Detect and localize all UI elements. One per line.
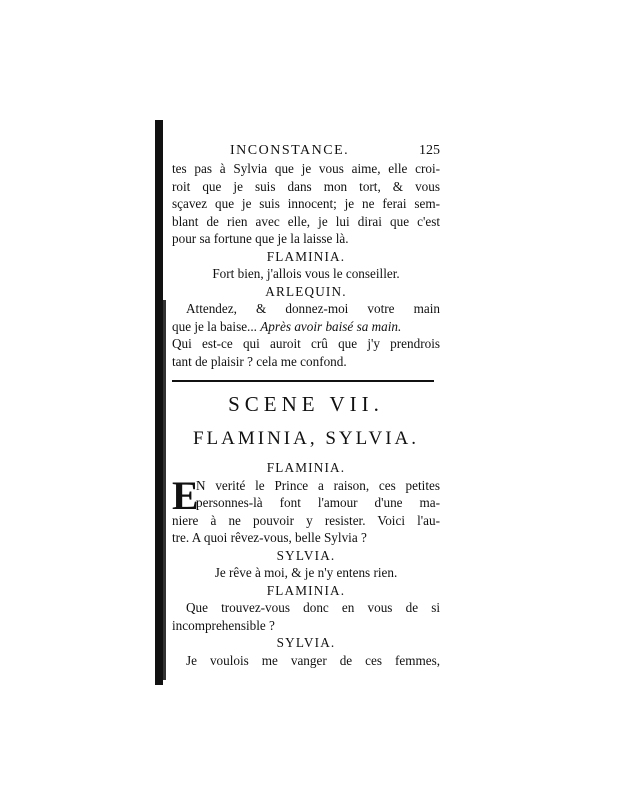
text-line: Je voulois me vanger de ces femmes, <box>186 652 440 668</box>
text-line: tes pas à Sylvia que je vous aime, elle croi- <box>172 161 440 176</box>
speaker-name: FLAMINIA. <box>266 248 346 264</box>
stage-direction: Après avoir baisé sa main. <box>260 318 402 334</box>
speaker-name: FLAMINIA. <box>266 582 346 598</box>
text-line: incomprehensible ? <box>172 617 275 633</box>
running-title: INCONSTANCE. <box>230 143 350 158</box>
speaker-name: FLAMINIA. <box>266 460 346 475</box>
text-line: tre. A quoi rêvez-vous, belle Sylvia ? <box>172 530 367 545</box>
drop-cap: E <box>172 472 199 518</box>
text-line: N verité le Prince a raison, ces petites <box>196 477 440 493</box>
paragraph <box>172 472 440 547</box>
text-line: blant de rien avec elle, je lui dirai que c'est <box>172 213 440 229</box>
page-number: 125 <box>419 143 440 158</box>
text-line: Attendez, & donnez-moi votre main <box>186 301 440 316</box>
text-line: pour sa fortune que je la laisse là. <box>172 231 349 246</box>
text-line: tant de plaisir ? cela me confond. <box>172 353 347 369</box>
book-page <box>172 140 440 669</box>
speaker-name: ARLEQUIN. <box>265 283 347 299</box>
text-line: Qui est-ce qui auroit crû que j'y prendrois <box>172 336 440 351</box>
scene-title: SCENE VII. <box>228 392 384 416</box>
speaker-name: SYLVIA. <box>276 547 336 563</box>
section-divider <box>172 380 434 382</box>
text-line: niere à ne pouvoir y resister. Voici l'au- <box>172 512 440 528</box>
speaker-name: SYLVIA. <box>276 635 336 650</box>
text-line <box>172 318 440 336</box>
text-line: roit que je suis dans mon tort, & vous <box>172 178 440 194</box>
text-line: Fort bien, j'allois vous le conseiller. <box>212 266 400 281</box>
text-fragment: que je la baise... <box>172 318 257 334</box>
page-binding-shadow <box>155 120 163 685</box>
page-binding-shadow-inner <box>163 300 166 680</box>
text-line: personnes-là font l'amour d'une ma- <box>196 495 440 510</box>
scene-characters: FLAMINIA, SYLVIA. <box>192 427 420 449</box>
text-line: sçavez que je suis innocent; je ne ferai sem- <box>172 196 440 211</box>
text-line: Je rêve à moi, & je n'y entens rien. <box>214 565 398 580</box>
text-line: Que trouvez-vous donc en vous de si <box>186 600 440 615</box>
running-header <box>172 140 440 160</box>
